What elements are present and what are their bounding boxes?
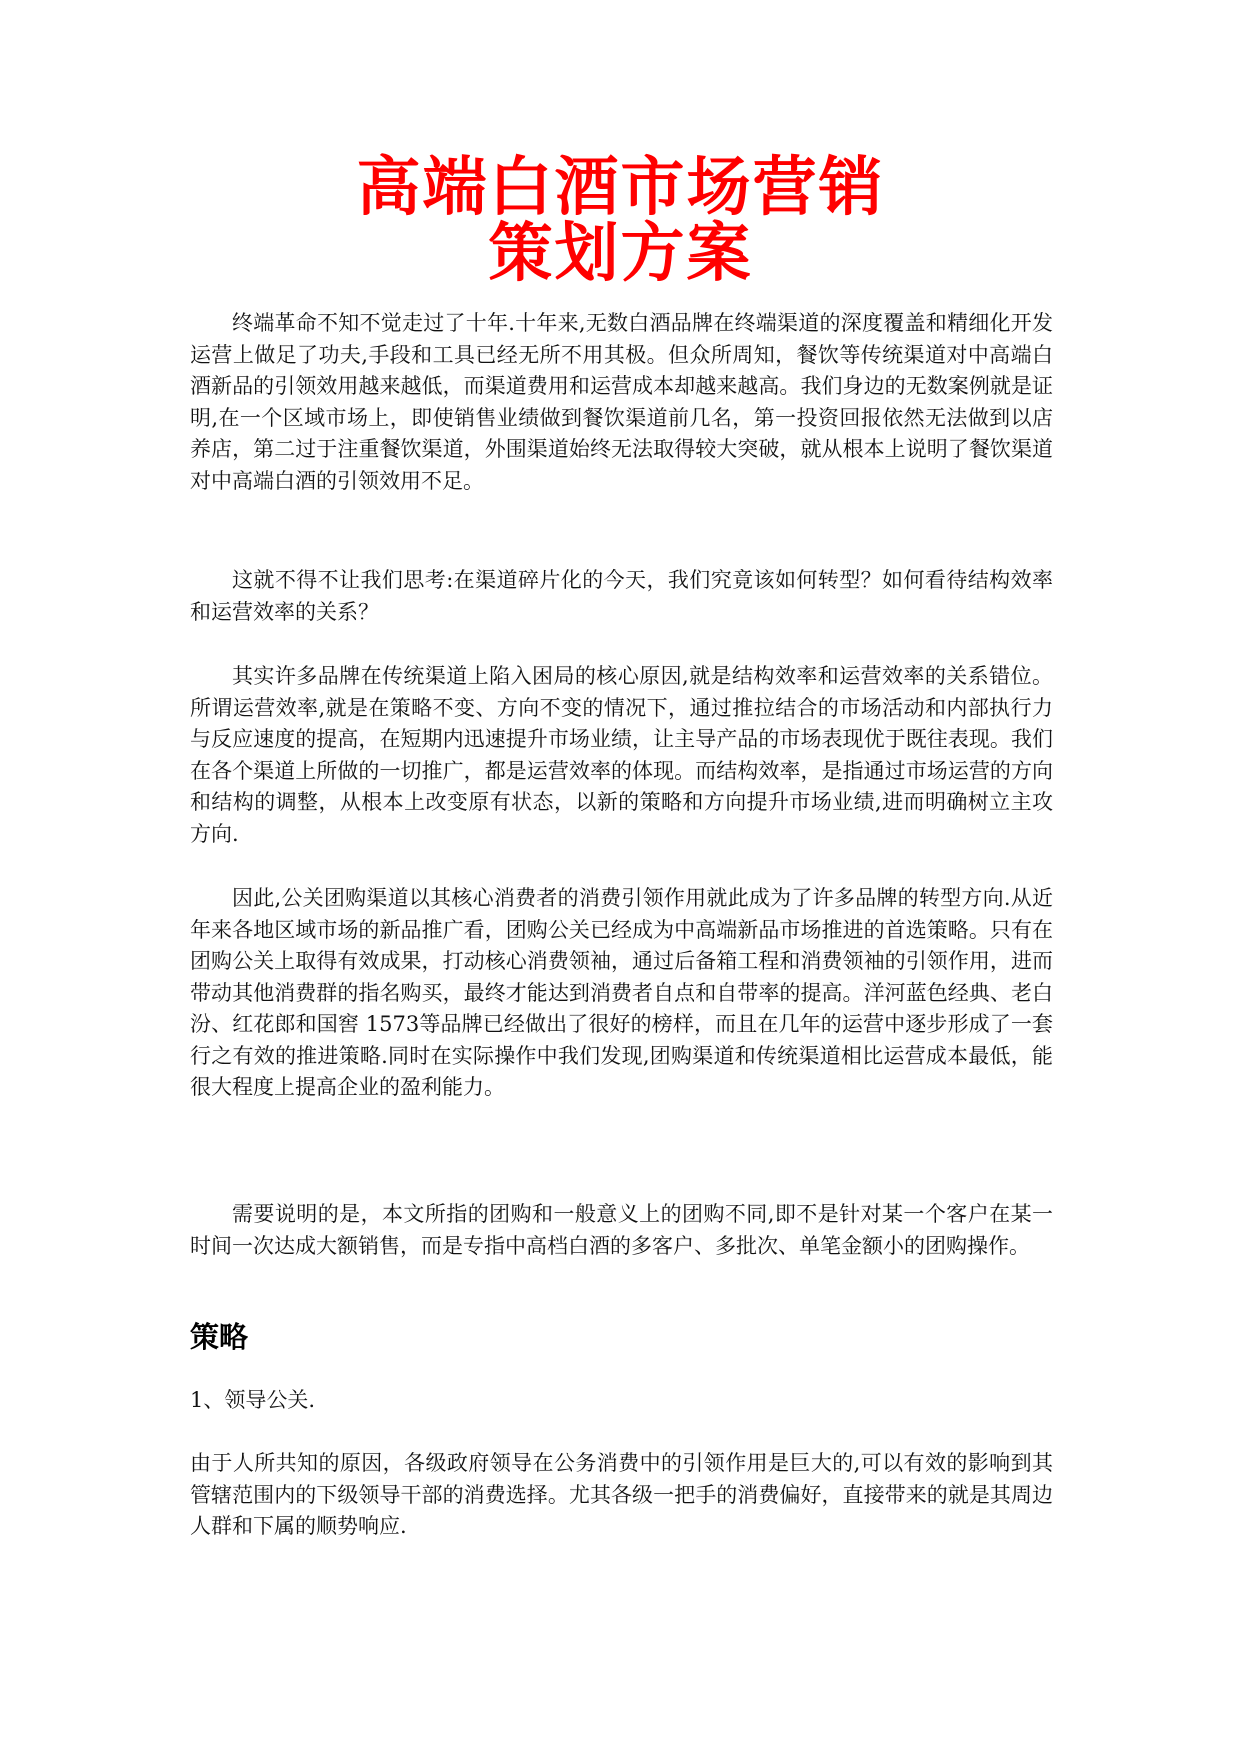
list-item-paragraph: 由于人所共知的原因，各级政府领导在公务消费中的引领作用是巨大的,可以有效的影响到其管辖范围内的下级领导干部的消费选择。尤其各级一把手的消费偏好，直接带来的就是其周边人群和下属的顺势响应. <box>190 1451 1053 1538</box>
paragraph-5: 需要说明的是，本文所指的团购和一般意义上的团购不同,即不是针对某一个客户在某一时间一次达成大额销售，而是专指中高档白酒的多客户、多批次、单笔金额小的团购操作。 <box>190 1202 1053 1258</box>
document-title-line-1: 高端白酒市场营销 <box>356 150 885 225</box>
paragraph-3: 其实许多品牌在传统渠道上陷入困局的核心原因,就是结构效率和运营效率的关系错位。所谓运营效率,就是在策略不变、方向不变的情况下，通过推拉结合的市场活动和内部执行力与反应速度的提高，在短期内迅速提升市场业绩，让主导产品的市场表现优于既往表现。我们在各个渠道上所做的一切推广，都是运营效率的体现。而结构效率，是指通过市场运营的方向和结构的调整，从根本上改变原有状态，以新的策略和方向提升市场业绩,进而明确树立主攻方向. <box>190 664 1053 846</box>
paragraph-1: 终端革命不知不觉走过了十年.十年来,无数白酒品牌在终端渠道的深度覆盖和精细化开发运营上做足了功夫,手段和工具已经无所不用其极。但众所周知，餐饮等传统渠道对中高端白酒新品的引领效用越来越低，而渠道费用和运营成本却越来越高。我们身边的无数案例就是证明,在一个区域市场上，即使销售业绩做到餐饮渠道前几名，第一投资回报依然无法做到以店养店，第二过于注重餐饮渠道，外围渠道始终无法取得较大突破，就从根本上说明了餐饮渠道对中高端白酒的引领效用不足。 <box>190 311 1053 493</box>
paragraph-4: 因此,公关团购渠道以其核心消费者的消费引领作用就此成为了许多品牌的转型方向.从近年来各地区域市场的新品推广看，团购公关已经成为中高端新品市场推进的首选策略。只有在团购公关上取得有效成果，打动核心消费领袖，通过后备箱工程和消费领袖的引领作用，进而带动其他消费群的指名购买，最终才能达到消费者自点和自带率的提高。洋河蓝色经典、老白汾、红花郎和国窖 1573等品牌已经做出了很好的榜样，而且在几年的运营中逐步形成了一套行之有效的推进策略.同时在实际操作中我们发现,团购渠道和传统渠道相比运营成本最低，能很大程度上提高企业的盈利能力。 <box>190 886 1053 1099</box>
section-heading: 策略 <box>190 1320 249 1354</box>
document-title-line-2: 策划方案 <box>488 216 753 291</box>
list-item-label: 1、领导公关. <box>190 1388 316 1412</box>
paragraph-2: 这就不得不让我们思考:在渠道碎片化的今天，我们究竟该如何转型？如何看待结构效率和运营效率的关系？ <box>190 568 1053 624</box>
